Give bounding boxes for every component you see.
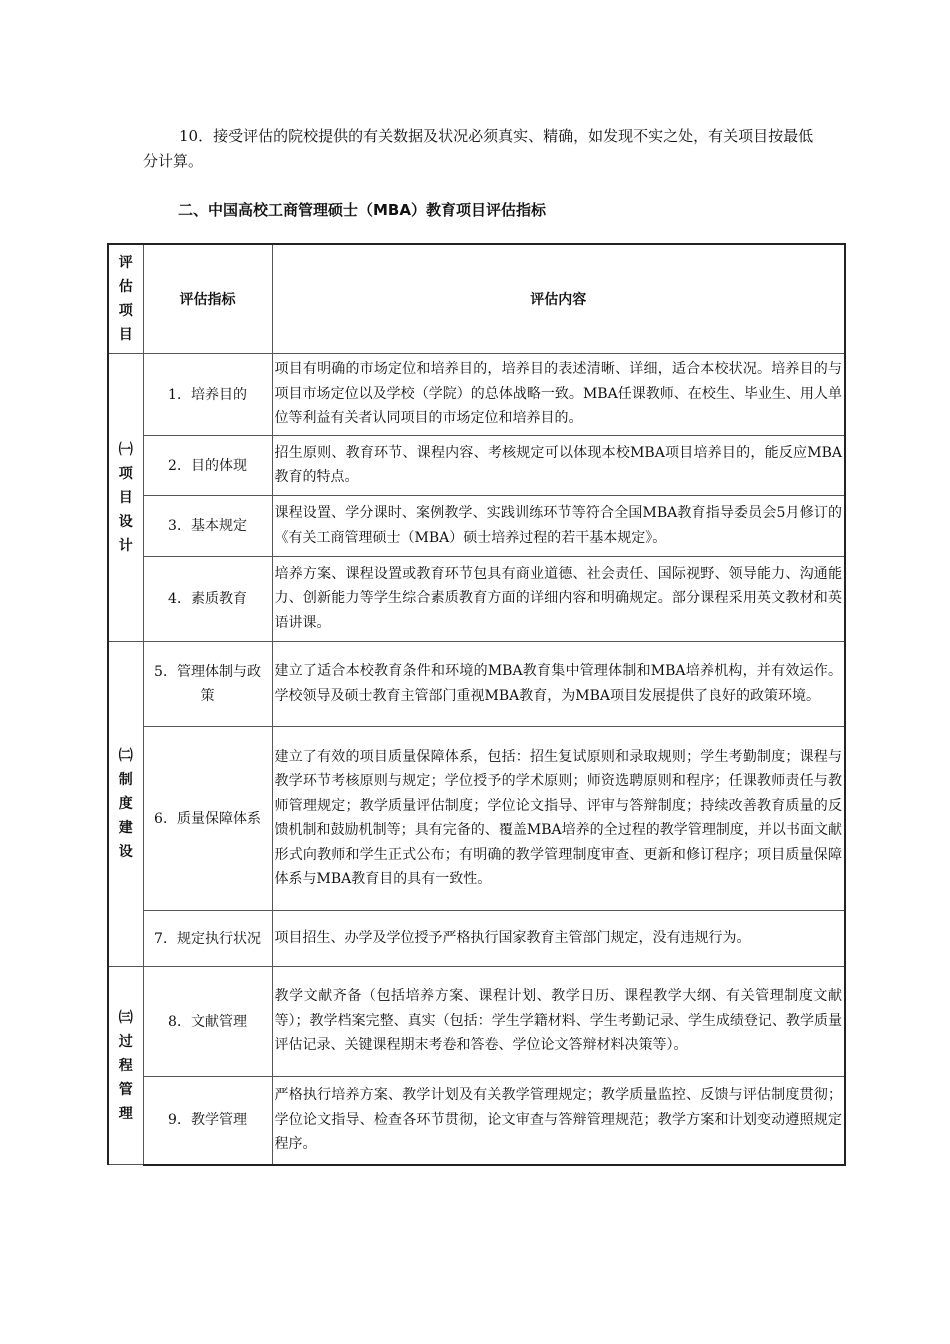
indicator-cell: 8．文献管理 [143, 967, 272, 1077]
content-cell: 建立了适合本校教育条件和环境的MBA教育集中管理体制和MBA培养机构，并有效运作。学校领导及硕士教育主管部门重视MBA教育，为MBA项目发展提供了良好的政策环境。 [272, 642, 845, 727]
section-title: 二、中国高校工商管理硕士（MBA）教育项目评估指标 [178, 201, 546, 219]
intro-item-10: 10．接受评估的院校提供的有关数据及状况必须真实、精确，如发现不实之处，有关项目按最低分计算。 [143, 127, 814, 170]
content-cell: 项目招生、办学及学位授予严格执行国家教育主管部门规定，没有违规行为。 [272, 911, 845, 967]
table-row [108, 557, 845, 642]
indicator-cell: 1．培养目的 [143, 354, 272, 436]
evaluation-table [107, 243, 846, 1166]
table-row [108, 911, 845, 967]
content-cell: 建立了有效的项目质量保障体系，包括：招生复试原则和录取规则；学生考勤制度；课程与教学环节考核原则与规定；学位授予的学术原则；师资选聘原则和程序；任课教师责任与教师管理规定；教学质量评估制度；学位论文指导、评审与答辩制度；持续改善教育质量的反馈机制和鼓励机制等；具有完备的、覆盖MBA培养的全过程的教学管理制度，并以书面文献形式向教师和学生正式公布；有明确的教学管理制度审查、更新和修订程序；项目质量保障体系与MBA教育目的具有一致性。 [272, 727, 845, 911]
table-row [108, 727, 845, 911]
category-process-management: ㈢ 过 程 管 理 [108, 967, 143, 1165]
header-category: 评 估 项 目 [108, 244, 143, 354]
content-cell: 项目有明确的市场定位和培养目的，培养目的表述清晰、详细，适合本校状况。培养目的与项目市场定位以及学校（学院）的总体战略一致。MBA任课教师、在校生、毕业生、用人单位等利益有关者认同项目的市场定位和培养目的。 [272, 354, 845, 436]
table-row [108, 967, 845, 1077]
table-header-row [108, 244, 845, 354]
indicator-cell: 6．质量保障体系 [143, 727, 272, 911]
table-row [108, 354, 845, 436]
indicator-cell: 3．基本规定 [143, 496, 272, 557]
header-content: 评估内容 [272, 244, 845, 354]
content-cell: 培养方案、课程设置或教育环节包具有商业道德、社会责任、国际视野、领导能力、沟通能力、创新能力等学生综合素质教育方面的详细内容和明确规定。部分课程采用英文教材和英语讲课。 [272, 557, 845, 642]
category-project-design: ㈠ 项 目 设 计 [108, 354, 143, 642]
table-row [108, 642, 845, 727]
category-system-building: ㈡ 制 度 建 设 [108, 642, 143, 967]
header-indicator: 评估指标 [143, 244, 272, 354]
table-row [108, 496, 845, 557]
content-cell: 招生原则、教育环节、课程内容、考核规定可以体现本校MBA项目培养目的，能反应MBA教育的特点。 [272, 436, 845, 496]
table-row [108, 436, 845, 496]
content-cell: 课程设置、学分课时、案例教学、实践训练环节等符合全国MBA教育指导委员会5月修订的《有关工商管理硕士（MBA）硕士培养过程的若干基本规定》。 [272, 496, 845, 557]
indicator-cell: 7．规定执行状况 [143, 911, 272, 967]
indicator-cell: 5．管理体制与政策 [143, 642, 272, 727]
content-cell: 教学文献齐备（包括培养方案、课程计划、教学日历、课程教学大纲、有关管理制度文献等）；教学档案完整、真实（包括：学生学籍材料、学生考勤记录、学生成绩登记、教学质量评估记录、关键课程期末考卷和答卷、学位论文答辩材料决策等）。 [272, 967, 845, 1077]
table-row [108, 1077, 845, 1165]
indicator-cell: 2．目的体现 [143, 436, 272, 496]
indicator-cell: 9．教学管理 [143, 1077, 272, 1165]
indicator-cell: 4．素质教育 [143, 557, 272, 642]
content-cell: 严格执行培养方案、教学计划及有关教学管理规定；教学质量监控、反馈与评估制度贯彻；学位论文指导、检查各环节贯彻，论文审查与答辩管理规范；教学方案和计划变动遵照规定程序。 [272, 1077, 845, 1165]
